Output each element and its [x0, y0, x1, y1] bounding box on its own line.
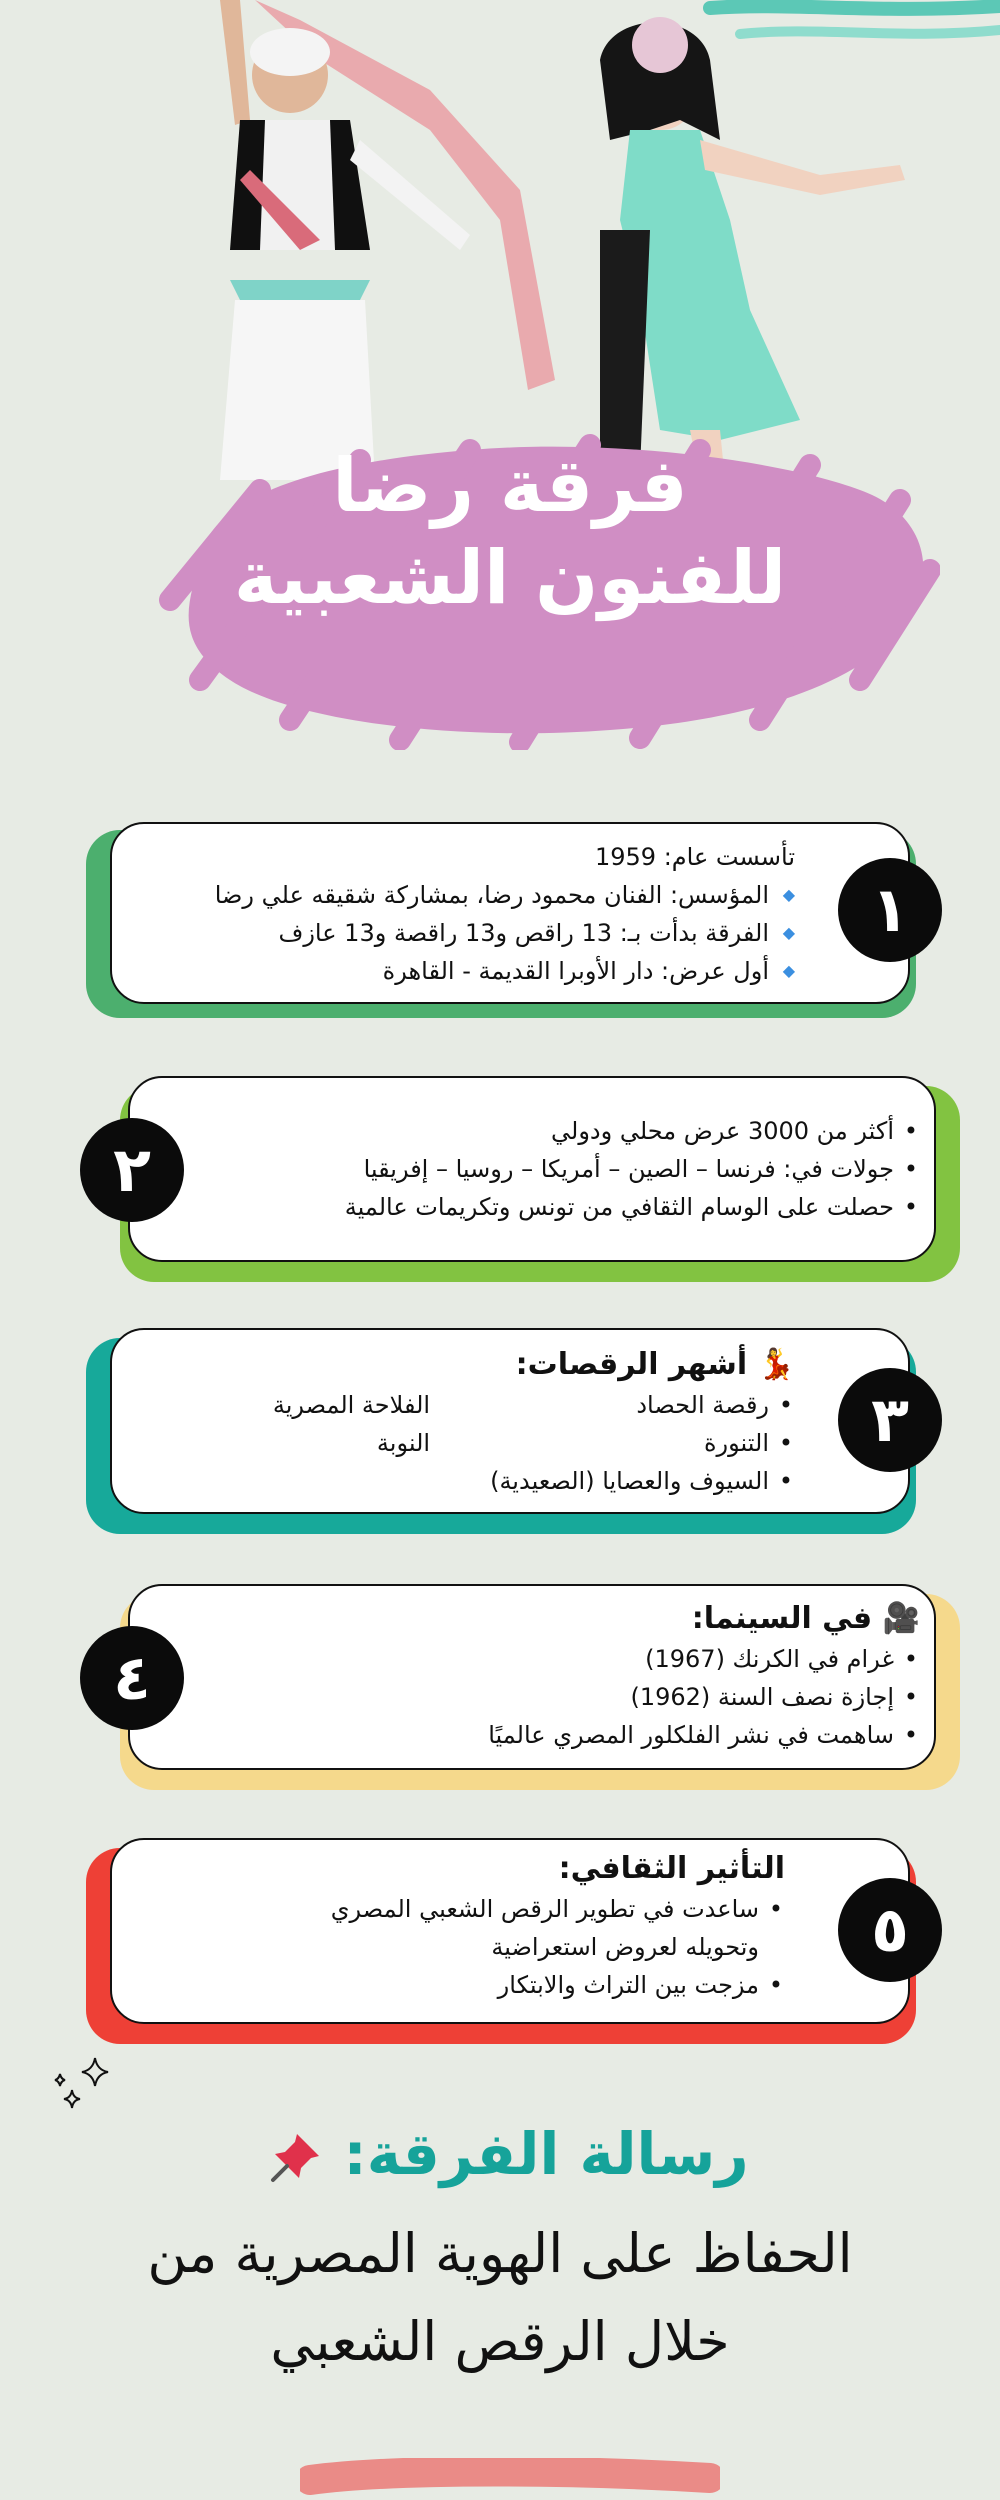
info-card-achievements	[80, 1072, 960, 1282]
card-content	[345, 1112, 920, 1226]
card-content	[273, 1344, 795, 1500]
bottom-brush-stroke	[300, 2458, 720, 2500]
info-card-cinema	[80, 1580, 960, 1790]
list-item: النوبة	[376, 1429, 431, 1457]
card-heading: تأسست عام: 1959	[595, 843, 795, 871]
card-content	[215, 838, 795, 990]
card-heading: 🎥 في السينما:	[691, 1601, 920, 1636]
list-item: • مزجت بين التراث والابتكار	[331, 1966, 785, 2004]
female-dancer-figure	[600, 17, 905, 480]
movie-camera-icon: 🎥	[882, 1601, 920, 1636]
info-card-cultural-impact	[80, 1834, 920, 2044]
list-item: • إجازة نصف السنة (1962)	[488, 1678, 920, 1716]
info-card-founding	[80, 818, 920, 1018]
card-number-badge: ٤	[80, 1626, 184, 1730]
card-content	[331, 1848, 785, 2004]
list-item: • غرام في الكرنك (1967)	[488, 1640, 920, 1678]
card-number-badge: ٥	[838, 1878, 942, 1982]
list-item: • السيوف والعصايا (الصعيدية)	[490, 1462, 795, 1500]
dance-columns	[273, 1386, 795, 1500]
dancers-photo	[0, 0, 1000, 480]
page-title: فرقة رضا للفنون الشعبية	[233, 443, 787, 621]
card-content	[488, 1598, 920, 1754]
list-item: • ساعدت في تطوير الرقص الشعبي المصري	[331, 1890, 785, 1928]
card-number-badge: ٣	[838, 1368, 942, 1472]
message-title: رسالة الفرقة:	[100, 2120, 900, 2188]
male-dancer-figure	[220, 0, 555, 480]
dancer-icon: 💃	[757, 1347, 795, 1382]
dance-list-right	[490, 1386, 795, 1500]
list-item-continuation: وتحويله لعروض استعراضية	[491, 1933, 759, 1961]
sparkle-icon	[50, 2050, 120, 2120]
dance-list-left	[273, 1386, 430, 1500]
card-number-badge: ١	[838, 858, 942, 962]
list-item: • التنورة	[490, 1424, 795, 1462]
list-item: • رقصة الحصاد	[490, 1386, 795, 1424]
message-line: خلال الرقص الشعبي	[270, 2310, 730, 2373]
list-item: ◆ أول عرض: دار الأوبرا القديمة - القاهرة	[215, 952, 795, 990]
list-item: • جولات في: فرنسا – الصين – أمريكا – روسيا – إفريقيا	[345, 1150, 920, 1188]
card-heading: التأثير الثقافي:	[558, 1851, 785, 1886]
list-item: • ساهمت في نشر الفلكلور المصري عالميًا	[488, 1716, 920, 1754]
message-body	[80, 2210, 920, 2386]
message-line: الحفاظ على الهوية المصرية من	[147, 2222, 853, 2285]
list-item: • حصلت على الوسام الثقافي من تونس وتكريمات عالمية	[345, 1188, 920, 1226]
list-item: ◆ المؤسس: الفنان محمود رضا، بمشاركة شقيقه علي رضا	[215, 876, 795, 914]
list-item: • أكثر من 3000 عرض محلي ودولي	[345, 1112, 920, 1150]
card-number-badge: ٢	[80, 1118, 184, 1222]
list-item: الفلاحة المصرية	[272, 1391, 431, 1419]
info-card-famous-dances	[80, 1324, 920, 1534]
list-item: ◆ الفرقة بدأت بـ: 13 راقص و13 راقصة و13 عازف	[215, 914, 795, 952]
card-heading: 💃 أشهر الرقصات:	[515, 1347, 795, 1382]
pushpin-icon	[267, 2130, 323, 2186]
